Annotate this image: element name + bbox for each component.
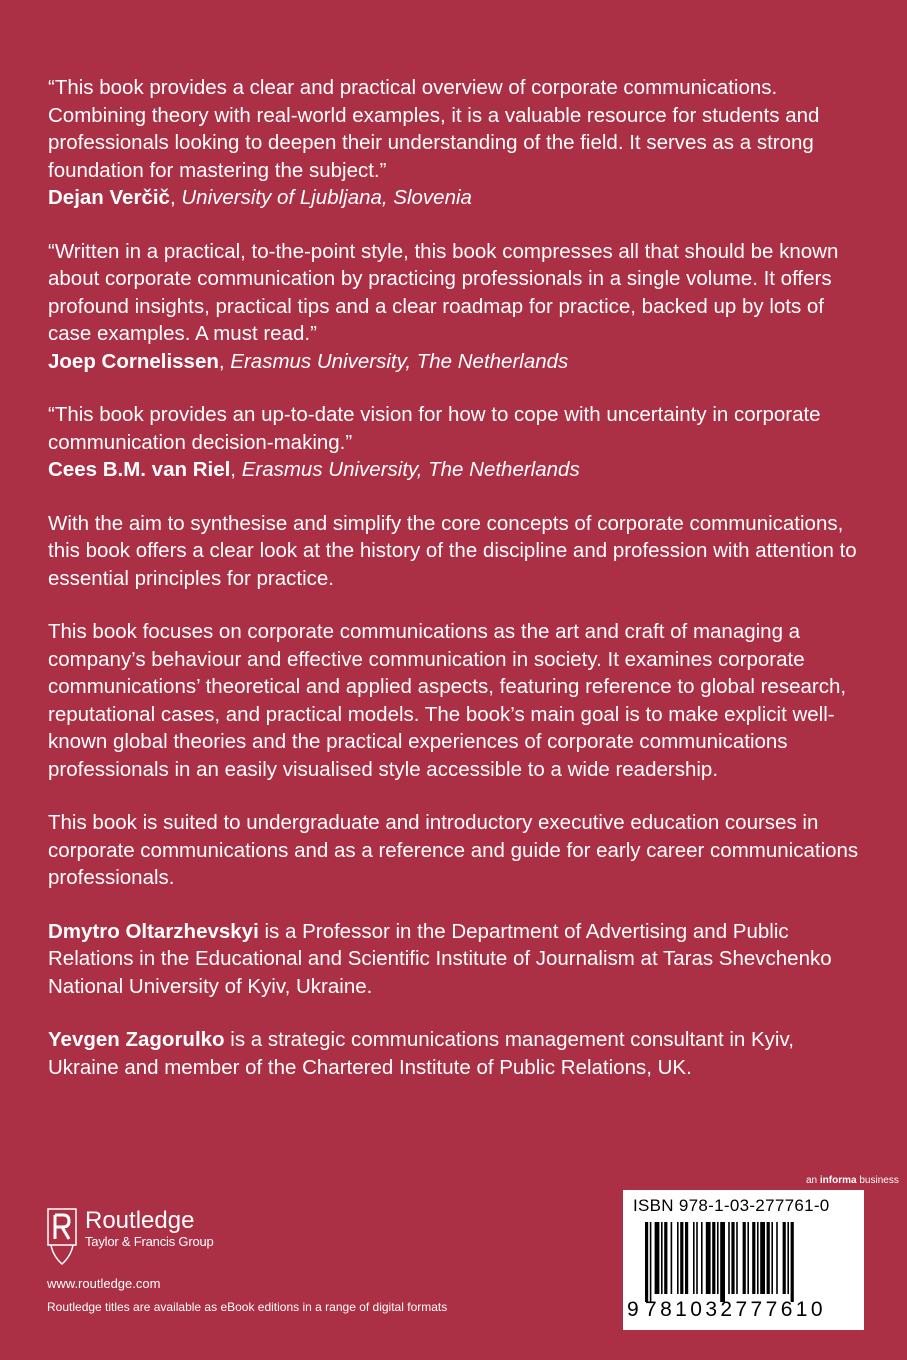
description-paragraph: This book is suited to undergraduate and introductory executive education courses in corporate communications and as a reference and guide for early career communications professionals. xyxy=(48,811,859,889)
author-name: Yevgen Zagorulko xyxy=(48,1028,225,1051)
author-bio-2 xyxy=(48,1026,863,1081)
publisher-block xyxy=(47,1208,214,1291)
isbn-label: ISBN 978-1-03-277761-0 xyxy=(633,1196,830,1215)
description-paragraph: With the aim to synthesise and simplify the core concepts of corporate communications, this book offers a clear look at the history of the discipline and profession with attention to essential principles for practice. xyxy=(48,511,857,590)
author-name: Dmytro Oltarzhevskyi xyxy=(48,919,259,943)
endorsement-3: “This book provides an up-to-date vision for how to cope with uncertainty in corporate communication decision-making.” Cees B.M. van Riel, Erasmus University, The Netherlands xyxy=(48,401,863,484)
author-bio-text: is a strategic communications management consultant in Kyiv, Ukraine and member of the Chartered Institute of Public Relations, UK. xyxy=(48,1028,794,1079)
barcode-bars-icon xyxy=(645,1222,845,1302)
endorsement-quote: “This book provides a clear and practical overview of corporate communications. Combining theory with real-world examples, it is a valuable resource for students and professionals looking to deepen their understanding of the field. It serves as a strong foundation for mastering the subject.” xyxy=(48,76,820,182)
publisher-group: Taylor & Francis Group xyxy=(85,1234,214,1249)
ean-rest-digits: 781032777610 xyxy=(645,1298,826,1321)
endorser-name: Joep Cornelissen xyxy=(48,349,219,373)
description-paragraph: This book focuses on corporate communications as the art and craft of managing a company’s behaviour and effective communication in society. It examines corporate communications’ theoretical and applied aspects, featuring reference to global research, reputational cases, and practical models. The book’s main goal is to make explicit well-known global theories and the practical experiences of corporate communications professionals in an easily visualised style accessible to a wide readership. xyxy=(48,620,847,781)
endorsement-quote: “This book provides an up-to-date vision for how to cope with uncertainty in corporate communication decision-making.” xyxy=(48,403,821,454)
endorser-name: Cees B.M. van Riel xyxy=(48,458,231,481)
endorser-affiliation: University of Ljubljana, Slovenia xyxy=(181,186,472,209)
author-bio-1 xyxy=(48,918,863,1001)
endorser-affiliation: Erasmus University, The Netherlands xyxy=(230,349,569,373)
endorsement-1: “This book provides a clear and practical overview of corporate communications. Combining theory with real-world examples, it is a valuable resource for students and professionals looking to deepen their understanding of the field. It serves as a strong foundation for mastering the subject.” Dejan Verčič, University of Ljubljana, Slovenia xyxy=(48,74,863,212)
routledge-r-logo-icon xyxy=(47,1208,77,1266)
routledge-logo xyxy=(47,1208,214,1266)
back-cover-text xyxy=(48,74,863,1107)
endorsement-2: “Written in a practical, to-the-point style, this book compresses all that should be known about corporate communication by practicing professionals in a single volume. It offers profound insights, practical tips and a clear roadmap for practice, backed up by lots of case examples. A must read.” Joep Cornelissen, Erasmus University, The Netherlands xyxy=(48,238,863,376)
endorsement-quote: “Written in a practical, to-the-point style, this book compresses all that should be known about corporate communication by practicing professionals in a single volume. It offers profound insights, practical tips and a clear roadmap for practice, backed up by lots of case examples. A must read.” xyxy=(48,239,839,345)
ean-first-digit: 9 xyxy=(627,1298,639,1321)
isbn-barcode xyxy=(623,1190,864,1330)
endorser-affiliation: Erasmus University, The Netherlands xyxy=(241,458,580,481)
author-bio-text: is a Professor in the Department of Advertising and Public Relations in the Educational and Scientific Institute of Journalism at Taras Shevchenko National University of Kyiv, Ukraine. xyxy=(48,919,832,998)
publisher-url: www.routledge.com xyxy=(47,1276,161,1291)
publisher-name: Routledge xyxy=(85,1207,195,1234)
endorser-name: Dejan Verčič xyxy=(48,186,170,209)
informa-tagline: an informa business xyxy=(806,1175,899,1186)
ebook-note: Routledge titles are available as eBook editions in a range of digital formats xyxy=(47,1300,448,1314)
